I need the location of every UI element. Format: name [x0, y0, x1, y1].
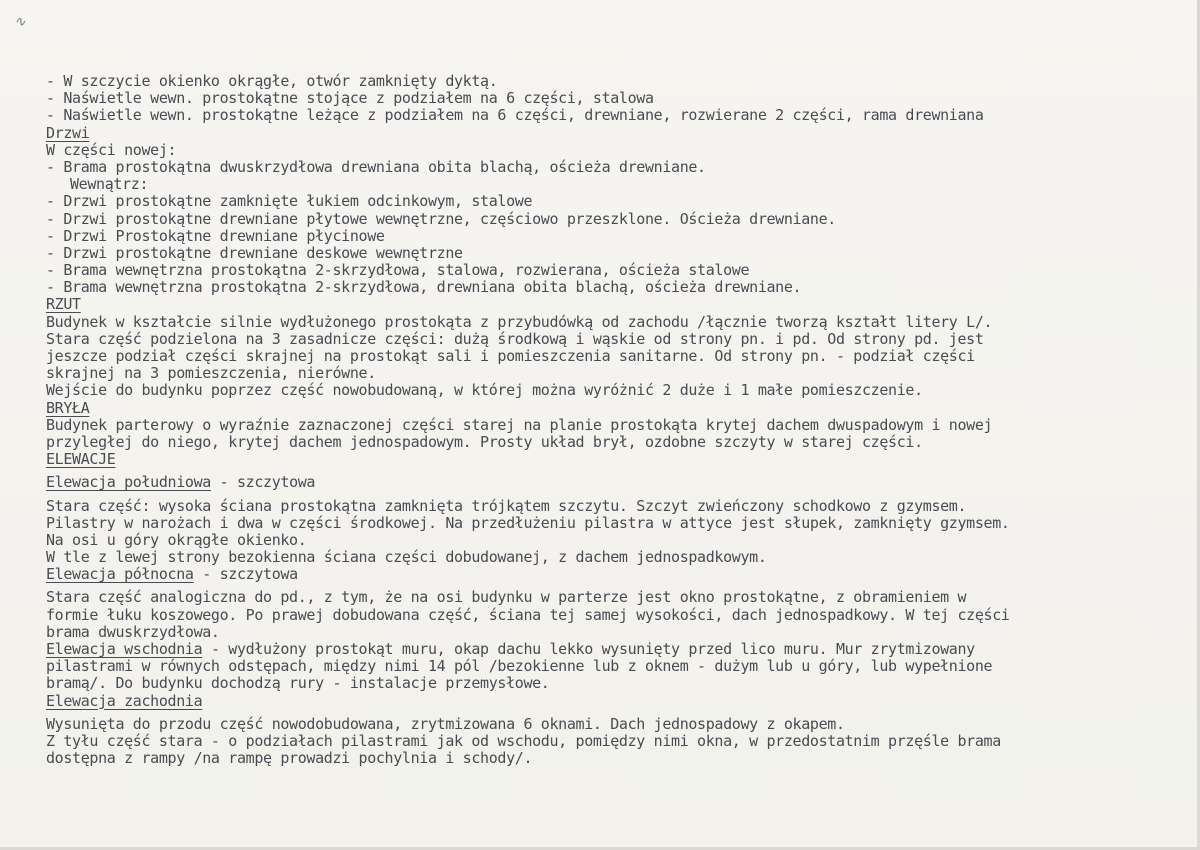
subsection-heading-text: Elewacja wschodnia [46, 640, 203, 658]
section-heading-text: Elewacja zachodnia [46, 691, 203, 710]
section-heading-text: RZUT [46, 295, 81, 314]
section-heading-text: BRYŁA [46, 398, 90, 417]
section-heading [46, 125, 1166, 142]
text-line: W tle z lewej strony bezokienna ściana części dobudowanej, z dachem jednospadkowym. [46, 548, 767, 567]
text-line: pilastrami w równych odstępach, między nimi 14 pól /bezokienne lub z oknem - dużym lub u góry, lub wypełnione [46, 657, 993, 676]
section-heading [46, 693, 1166, 710]
text-line: Budynek w kształcie silnie wydłużonego prostokąta z przybudówką od zachodu /łącznie tworzą kształt litery L/. [46, 312, 993, 331]
text-line: - W szczycie okienko okrągłe, otwór zamknięty dyktą. [46, 72, 498, 90]
text-line: - Drzwi prostokątne drewniane płytowe wewnętrzne, częściowo przeszklone. Ościeża drewniane. [46, 209, 836, 228]
text-line: - Drzwi prostokątne drewniane deskowe wewnętrzne [46, 243, 463, 262]
text-line: - Brama wewnętrzna prostokątna 2-skrzydłowa, stalowa, rozwierana, ościeża stalowe [46, 261, 750, 280]
subsection-line [46, 641, 1166, 658]
text-line: - Drzwi prostokątne zamknięte łukiem odcinkowym, stalowe [46, 192, 533, 211]
text-line: Budynek parterowy o wyraźnie zaznaczonej części starej na planie prostokąta krytej dachem dwuspadowym i nowej [46, 415, 993, 434]
text-line: - Brama prostokątna dwuskrzydłowa drewniana obita blachą, ościeża drewniane. [46, 157, 706, 176]
text-line: skrajnej na 3 pomieszczenia, nierówne. [46, 364, 376, 383]
subsection-rest-text: - szczytowa [193, 565, 298, 584]
text-line: Wejście do budynku poprzez część nowobudowaną, w której można wyróżnić 2 duże i 1 małe pomieszczenie. [46, 381, 923, 400]
subsection-line [46, 474, 1166, 491]
subsection-rest-text: - szczytowa [210, 473, 316, 492]
text-line: przyległej do niego, krytej dachem jednospadowym. Prosty układ brył, ozdobne szczyty w starej części. [46, 432, 923, 451]
text-line: Pilastry w narożach i dwa w części środkowej. Na przedłużeniu pilastra w attyce jest słupek, zamknięty gzymsem. [46, 513, 1010, 532]
text-line: Stara część analogiczna do pd., z tym, że na osi budynku w parterze jest okno prostokątne, z obramieniem w [46, 588, 967, 607]
section-heading-text: Drzwi [46, 123, 90, 142]
section-heading-text: ELEWACJE [46, 450, 116, 469]
text-line: Stara część: wysoka ściana prostokątna zamknięta trójkątem szczytu. Szczyt zwieńczony schodkowo z gzymsem. [46, 496, 967, 515]
text-line: - Drzwi Prostokątne drewniane płycinowe [46, 226, 385, 245]
subsection-line [46, 566, 1166, 583]
subsection-rest-text: - wydłużony prostokąt muru, okap dachu lekko wysunięty przed lico muru. Mur zrytmizowany [202, 640, 975, 658]
corner-pencil-mark: ∿ [14, 14, 26, 30]
text-line: Stara część podzielona na 3 zasadnicze części: dużą środkową i wąskie od strony pn. i pd. Od strony pd. jest [46, 329, 984, 348]
typewritten-text-body [46, 73, 1166, 767]
section-heading [46, 400, 1166, 417]
text-line: jeszcze podział części skrajnej na prostokąt sali i pomieszczenia sanitarne. Od strony pn. - podział części [46, 347, 975, 365]
subsection-heading-text: Elewacja północna [46, 565, 194, 584]
text-line: - Naświetle wewn. prostokątne leżące z podziałem na 6 części, drewniane, rozwierane 2 części, rama drewniana [46, 106, 984, 125]
text-line: formie łuku koszowego. Po prawej dobudowana część, ściana tej samej wysokości, dach jednospadkowy. W tej części [46, 605, 1010, 624]
text-line: brama dwuskrzydłowa. [46, 622, 220, 641]
indented-text-line: Wewnątrz: [70, 175, 149, 194]
section-heading [46, 451, 1166, 468]
text-line: Na osi u góry okrągłe okienko. [46, 530, 307, 549]
text-line: Z tyłu część stara - o podziałach pilastrami jak od wschodu, pomiędzy nimi okna, w przedostatnim przęśle brama [46, 731, 1001, 750]
text-line: W części nowej: [46, 140, 177, 159]
text-line: bramą/. Do budynku dochodzą rury - instalacje przemysłowe. [46, 674, 550, 693]
text-line: dostępna z rampy /na rampę prowadzi pochylnia i schody/. [46, 749, 533, 768]
subsection-heading-text: Elewacja południowa [46, 473, 211, 492]
text-line: - Naświetle wewn. prostokątne stojące z podziałem na 6 części, stalowa [46, 89, 654, 108]
section-heading [46, 296, 1166, 313]
text-line: Wysunięta do przodu część nowodobudowana, zrytmizowana 6 oknami. Dach jednospadowy z okapem. [46, 714, 845, 733]
text-line: - Brama wewnętrzna prostokątna 2-skrzydłowa, drewniana obita blachą, ościeża drewniane. [46, 278, 802, 297]
